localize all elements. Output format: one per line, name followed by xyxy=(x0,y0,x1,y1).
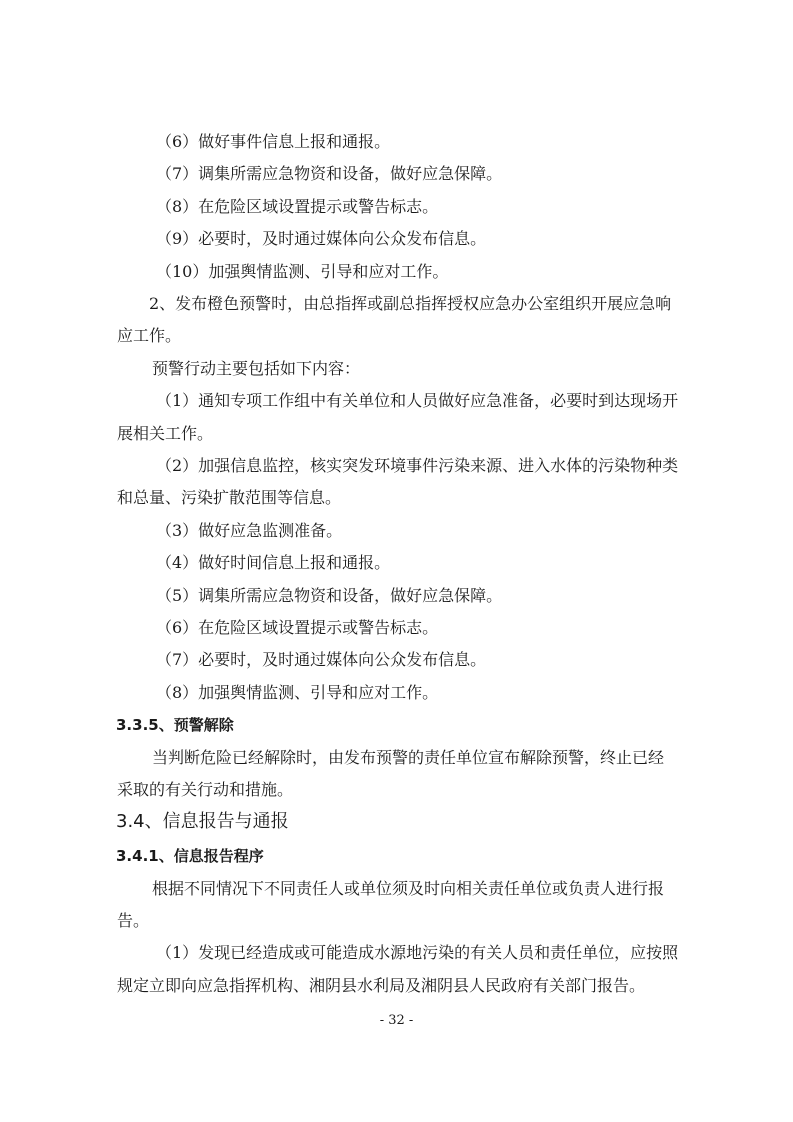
section-heading: 3.4、信息报告与通报 xyxy=(116,811,289,832)
list-item: （5）调集所需应急物资和设备，做好应急保障。 xyxy=(156,586,503,605)
paragraph-line: 2、发布橙色预警时，由总指挥或副总指挥授权应急办公室组织开展应急响 xyxy=(149,294,672,313)
list-item: （7）必要时，及时通过媒体向公众发布信息。 xyxy=(156,650,487,669)
paragraph-line: 规定立即向应急指挥机构、湘阴县水利局及湘阴县人民政府有关部门报告。 xyxy=(117,976,646,995)
paragraph-line: 应工作。 xyxy=(117,326,182,345)
list-item: （2）加强信息监控，核实突发环境事件污染来源、进入水体的污染物种类 xyxy=(156,456,679,475)
list-item: （7）调集所需应急物资和设备，做好应急保障。 xyxy=(156,164,503,183)
list-item: （9）必要时，及时通过媒体向公众发布信息。 xyxy=(156,229,487,248)
list-item: （6）做好事件信息上报和通报。 xyxy=(156,132,391,151)
section-heading: 3.3.5、预警解除 xyxy=(116,716,234,734)
list-item: （4）做好时间信息上报和通报。 xyxy=(156,553,391,572)
list-item: （1）通知专项工作组中有关单位和人员做好应急准备，必要时到达现场开 xyxy=(156,391,679,410)
list-item: （10）加强舆情监测、引导和应对工作。 xyxy=(156,262,449,281)
paragraph-line: 预警行动主要包括如下内容： xyxy=(152,359,361,378)
paragraph-line: 告。 xyxy=(117,911,150,930)
paragraph-line: 根据不同情况下不同责任人或单位须及时向相关责任单位或负责人进行报 xyxy=(152,879,665,898)
list-item: （1）发现已经造成或可能造成水源地污染的有关人员和责任单位，应按照 xyxy=(156,943,679,962)
paragraph-line: 展相关工作。 xyxy=(117,424,214,443)
paragraph-line: 采取的有关行动和措施。 xyxy=(117,780,294,799)
list-item: （8）加强舆情监测、引导和应对工作。 xyxy=(156,683,439,702)
list-item: （8）在危险区域设置提示或警告标志。 xyxy=(156,197,439,216)
list-item: （3）做好应急监测准备。 xyxy=(156,521,343,540)
paragraph-line: 和总量、污染扩散范围等信息。 xyxy=(117,488,342,507)
paragraph-line: 当判断危险已经解除时，由发布预警的责任单位宣布解除预警，终止已经 xyxy=(152,748,665,767)
list-item: （6）在危险区域设置提示或警告标志。 xyxy=(156,618,439,637)
section-heading: 3.4.1、信息报告程序 xyxy=(116,847,264,865)
page-number: - 32 - xyxy=(379,1013,414,1028)
